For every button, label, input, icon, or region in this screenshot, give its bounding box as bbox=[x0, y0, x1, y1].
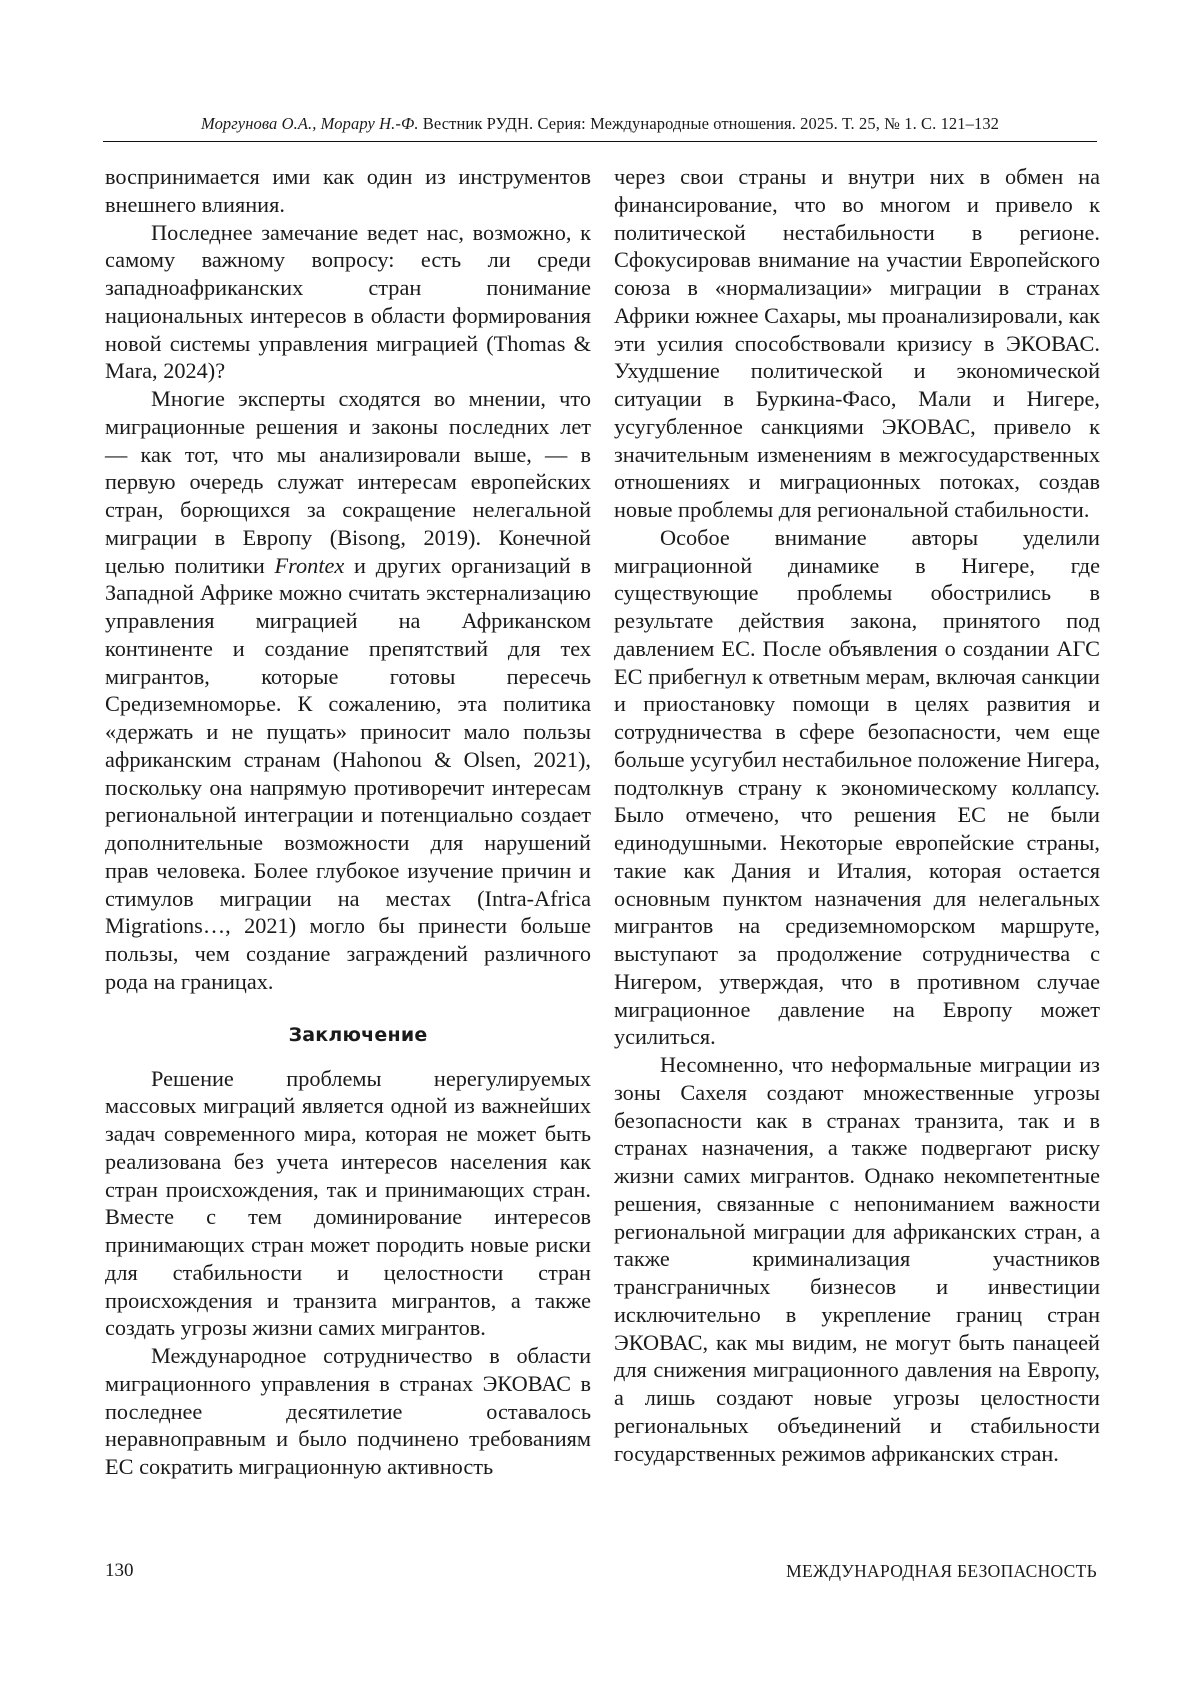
left-column bbox=[105, 163, 591, 1481]
paragraph: через свои страны и внутри них в обмен на финансирование, что во многом и привело к политической нестабильности в регионе. Сфокусировав внимание на участии Европейского союза в «нормализации» миграции в странах Африки южнее Сахары, мы проанализировали, как эти усилия способствовали кризису в ЭКОВАС. Ухудшение политической и экономической ситуации в Буркина-Фасо, Мали и Нигере, усугубленное санкциями ЭКОВАС, привело к значительным изменениям в межгосударственных отношениях и миграционных потоках, создав новые проблемы для региональной стабильности. bbox=[614, 164, 1100, 522]
paragraph: Последнее замечание ведет нас, возможно, к самому важному вопросу: есть ли среди западноафриканских стран понимание национальных интересов в области формирования новой системы управления миграцией (Thomas & Mara, 2024)? bbox=[105, 219, 591, 384]
paragraph-text: и других организаций в Западной Африке можно считать экстернализацию управления миграцией на Африканском континенте и создание препятствий для тех мигрантов, которые готовы пересечь Средиземноморье. К сожалению, эта политика «держать и не пущать» приносит мало пользы африканским странам (Hahonou & Olsen, 2021), поскольку она напрямую противоречит интересам региональной интеграции и потенциально создает дополнительные возможности для нарушений прав человека. Более глубокое изучение причин и стимулов миграции на местах (Intra-Africa Migrations…, 2021) могло бы принести больше пользы, чем создание заграждений различного рода на границах. bbox=[105, 552, 591, 994]
paragraph: Несомненно, что неформальные миграции из зоны Сахеля создают множественные угрозы безопасности как в странах транзита, так и в странах назначения, а также подвергают риску жизни самих мигрантов. Однако некомпетентные решения, связанные с непониманием важности региональной миграции для африканских стран, а также криминализация участников трансграничных бизнесов и инвестиции исключительно в укрепление границ стран ЭКОВАС, как мы видим, не могут быть панацеей для снижения миграционного давления на Европу, а лишь создают новые угрозы целостности региональных объединений и стабильности государственных режимов африканских стран. bbox=[614, 1052, 1100, 1466]
running-head bbox=[100, 114, 1100, 134]
running-head-authors: Моргунова О.А., Морару Н.-Ф. bbox=[200, 114, 419, 133]
paragraph: Особое внимание авторы уделили миграционной динамике в Нигере, где существующие проблемы обострились в результате действия закона, принятого под давлением ЕС. После объявления о создании АГС ЕС прибегнул к ответным мерам, включая санкции и приостановку помощи в целях развития и сотрудничества в сфере безопасности, чем еще больше усугубил нестабильное положение Нигера, подтолкнув страну к экономическому коллапсу. Было отмечено, что решения ЕС не были единодушными. Некоторые европейские страны, такие как Дания и Италия, которая остается основным пунктом назначения для нелегальных мигрантов на средиземноморском маршруте, выступают за продолжение сотрудничества с Нигером, утверждая, что в противном случае миграционное давление на Европу может усилиться. bbox=[614, 524, 1100, 1050]
paragraph-text: Многие эксперты сходятся во мнении, что миграционные решения и законы последних лет — как тот, что мы анализировали выше, — в первую очередь служат интересам европейских стран, борющихся за сокращение нелегальной миграции в Европу (Bisong, 2019). Конечной целью политики bbox=[105, 386, 591, 578]
right-column bbox=[614, 163, 1100, 1467]
header-rule bbox=[103, 141, 1097, 142]
page-number: 130 bbox=[105, 1560, 134, 1581]
paragraph: Решение проблемы нерегулируемых массовых миграций является одной из важнейших задач современного мира, которая не может быть реализована без учета интересов населения как стран происхождения, так и принимающих стран. Вместе с тем доминирование интересов принимающих стран может породить новые риски для стабильности и целостности стран происхождения и транзита мигрантов, а также создать угрозы жизни самих мигрантов. bbox=[105, 1065, 591, 1341]
emphasis-frontex: Frontex bbox=[274, 552, 345, 578]
section-heading-conclusion: Заключение bbox=[288, 1023, 428, 1046]
paragraph: воспринимается ими как один из инструментов внешнего влияния. bbox=[105, 164, 591, 217]
paragraph: Международное сотрудничество в области миграционного управления в странах ЭКОВАС в последнее десятилетие оставалось неравноправным и было подчинено требованиям ЕС сократить миграционную активность bbox=[105, 1343, 591, 1479]
paragraph bbox=[105, 385, 591, 996]
section-name: МЕЖДУНАРОДНАЯ БЕЗОПАСНОСТЬ bbox=[786, 1561, 1097, 1581]
running-head-journal: Вестник РУДН. Серия: Международные отношения. 2025. Т. 25, № 1. С. 121–132 bbox=[418, 114, 1000, 133]
